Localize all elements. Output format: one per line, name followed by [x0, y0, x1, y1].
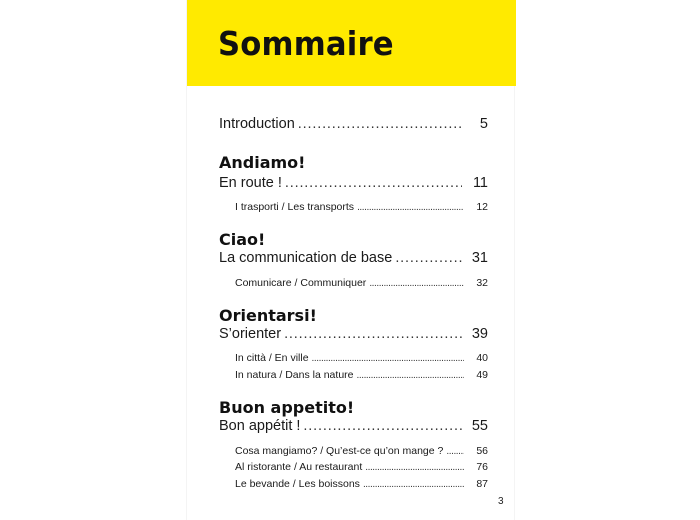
- toc-page-number: 49: [476, 369, 488, 381]
- toc-page-number: 40: [476, 352, 488, 364]
- page-number: 3: [498, 496, 504, 507]
- toc-sub-entry[interactable]: [235, 477, 488, 492]
- toc-chapter-entry[interactable]: [219, 248, 488, 268]
- toc-sub-entry[interactable]: [235, 368, 488, 383]
- toc-entry-label: Comunicare / Communiquer: [235, 277, 367, 289]
- toc-sub-entry[interactable]: [235, 351, 488, 366]
- section-heading: Ciao!: [219, 230, 266, 249]
- toc-entry-label: S’orienter: [219, 326, 282, 342]
- dot-leader: [298, 114, 462, 134]
- toc-page-number: 87: [476, 478, 488, 490]
- dot-leader: [363, 477, 464, 492]
- toc-entry-label: Al ristorante / Au restaurant: [235, 461, 363, 473]
- toc-entry-introduction[interactable]: [219, 114, 488, 134]
- toc-page-number: 55: [471, 418, 488, 434]
- toc-page-number: 31: [471, 250, 488, 266]
- page-title: Sommaire: [218, 24, 394, 63]
- dot-leader: [369, 276, 464, 291]
- toc-sub-entry[interactable]: [235, 460, 488, 475]
- toc-sub-entry[interactable]: [235, 276, 488, 291]
- toc-page-number: 56: [476, 445, 488, 457]
- toc-chapter-entry[interactable]: [219, 173, 488, 193]
- toc-chapter-entry[interactable]: [219, 416, 488, 436]
- dot-leader: [365, 460, 464, 475]
- toc-entry-label: In natura / Dans la nature: [235, 369, 354, 381]
- dot-leader: [357, 200, 464, 215]
- toc-entry-label: Bon appétit !: [219, 418, 301, 434]
- toc-chapter-entry[interactable]: [219, 324, 488, 344]
- document-page: [186, 0, 515, 520]
- toc-entry-label: In città / En ville: [235, 352, 309, 364]
- toc-page-number: 12: [476, 201, 488, 213]
- toc-page-number: 76: [476, 461, 488, 473]
- toc-page-number: 5: [479, 116, 488, 132]
- dot-leader: [357, 368, 465, 383]
- toc-entry-label: I trasporti / Les transports: [235, 201, 355, 213]
- toc-page-number: 39: [471, 326, 488, 342]
- dot-leader: [395, 248, 462, 268]
- section-heading: Orientarsi!: [219, 306, 317, 325]
- toc-entry-label: La communication de base: [219, 250, 393, 266]
- dot-leader: [284, 324, 462, 344]
- toc-entry-label: Introduction: [219, 116, 295, 132]
- dot-leader: [285, 173, 462, 193]
- table-of-contents: [187, 0, 516, 520]
- toc-sub-entry[interactable]: [235, 444, 488, 459]
- dot-leader: [312, 351, 464, 366]
- section-heading: Andiamo!: [219, 153, 306, 172]
- section-heading: Buon appetito!: [219, 398, 355, 417]
- toc-page-number: 32: [476, 277, 488, 289]
- toc-sub-entry[interactable]: [235, 200, 488, 215]
- toc-page-number: 11: [472, 175, 488, 191]
- dot-leader: [446, 444, 464, 459]
- toc-entry-label: Le bevande / Les boissons: [235, 478, 360, 490]
- dot-leader: [303, 416, 462, 436]
- toc-entry-label: Cosa mangiamo? / Qu’est-ce qu’on mange ?: [235, 445, 444, 457]
- toc-entry-label: En route !: [219, 175, 282, 191]
